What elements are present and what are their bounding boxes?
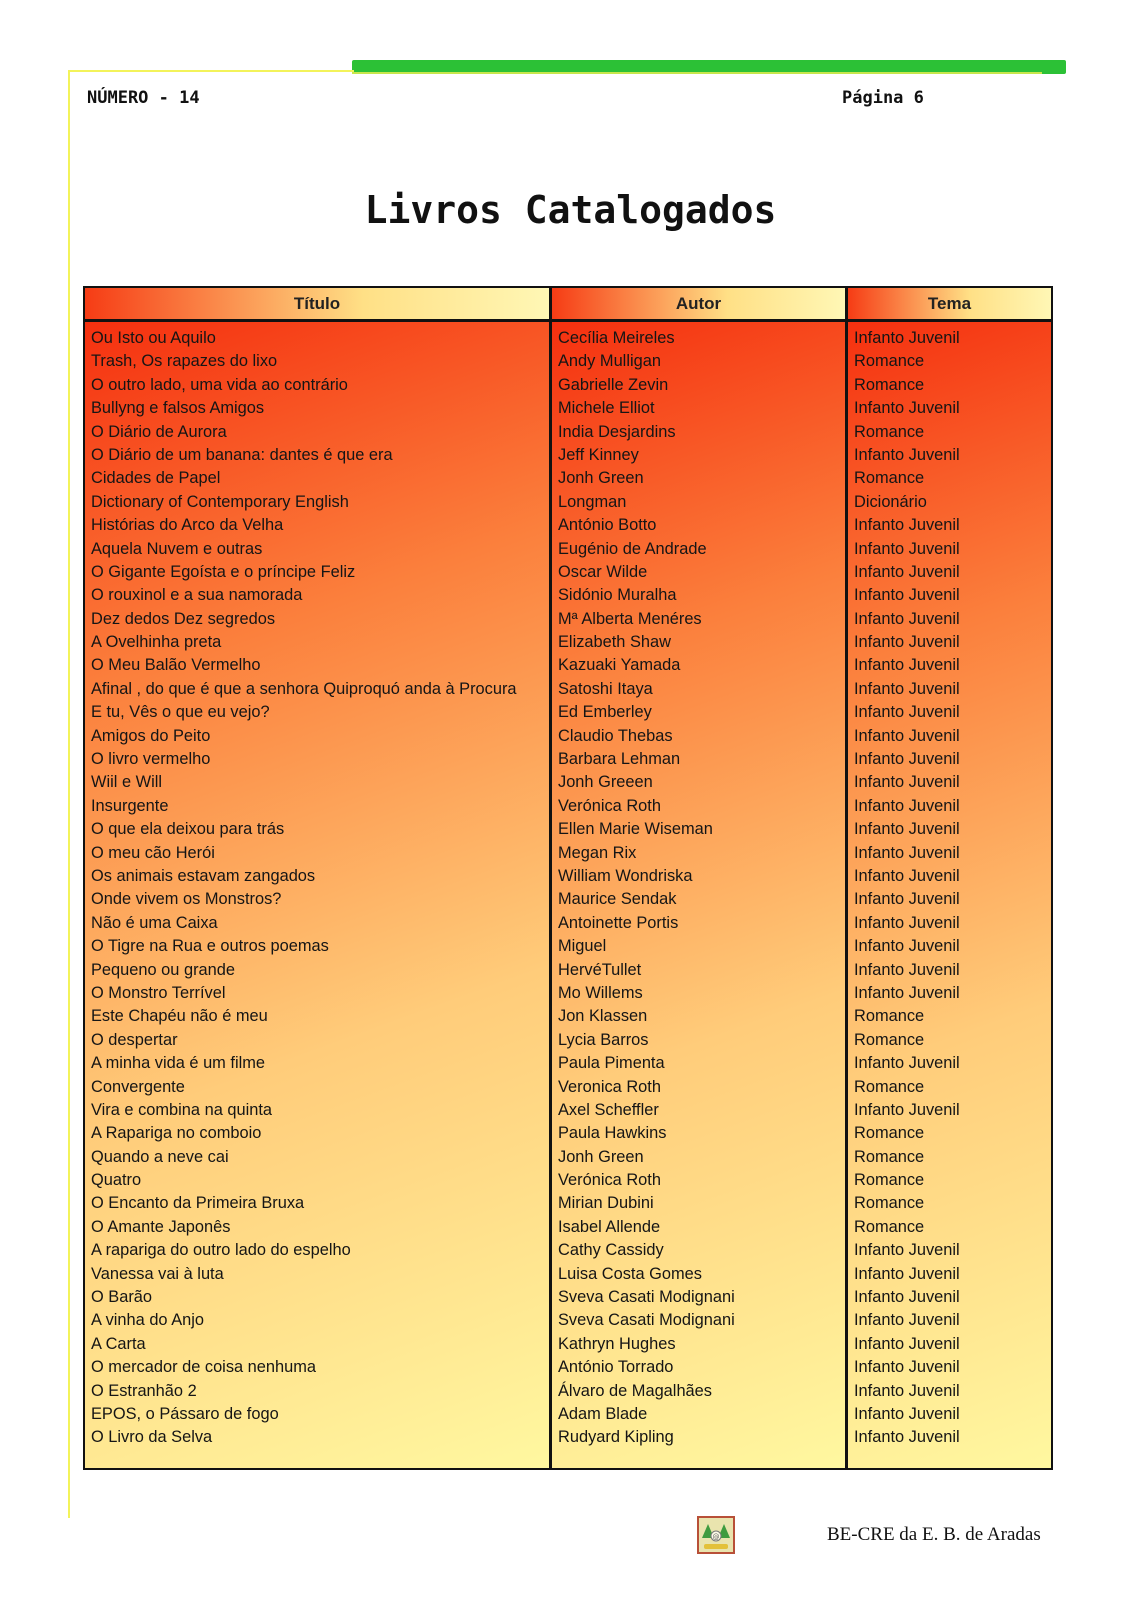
- table-cell-theme: Romance: [854, 1147, 925, 1166]
- table-cell-author: Cecília Meireles: [558, 329, 675, 347]
- table-cell-title: Os animais estavam zangados: [91, 866, 316, 885]
- table-cell-author: Mo Willems: [558, 983, 643, 1002]
- column-header-tema: Tema: [845, 288, 1051, 322]
- table-cell-author: Jonh Green: [558, 469, 644, 488]
- table-cell-title: A minha vida é um filme: [91, 1054, 265, 1073]
- table-cell-theme: Infanto Juvenil: [854, 937, 960, 956]
- table-cell-author: António Botto: [558, 516, 657, 535]
- table-cell-title: Amigos do Peito: [91, 726, 211, 745]
- table-cell-author: Rudyard Kipling: [558, 1428, 674, 1447]
- table-cell-title: Ou Isto ou Aquilo: [91, 329, 216, 347]
- table-cell-title: Quando a neve cai: [91, 1147, 229, 1166]
- table-cell-title: Afinal , do que é que a senhora Quiproquó anda à Procura: [91, 679, 517, 698]
- themes-column: [845, 322, 1051, 1468]
- table-cell-author: Verónica Roth: [558, 1171, 661, 1190]
- table-cell-title: Não é uma Caixa: [91, 913, 218, 932]
- table-cell-author: Paula Pimenta: [558, 1054, 665, 1073]
- table-cell-title: O meu cão Herói: [91, 843, 215, 862]
- table-cell-author: Satoshi Itaya: [558, 679, 653, 698]
- table-cell-theme: Infanto Juvenil: [854, 983, 960, 1002]
- table-cell-author: Axel Scheffler: [558, 1100, 659, 1119]
- table-cell-author: Lycia Barros: [558, 1030, 649, 1049]
- library-logo-icon: [697, 1516, 735, 1554]
- titles-column: [85, 322, 549, 1468]
- table-cell-theme: Infanto Juvenil: [854, 796, 960, 815]
- table-cell-author: Andy Mulligan: [558, 352, 661, 371]
- table-cell-title: A rapariga do outro lado do espelho: [91, 1241, 351, 1260]
- table-cell-author: Michele Elliot: [558, 399, 655, 418]
- table-cell-title: E tu, Vês o que eu vejo?: [91, 703, 270, 722]
- table-cell-author: William Wondriska: [558, 866, 693, 885]
- table-cell-author: Mirian Dubini: [558, 1194, 654, 1213]
- table-cell-author: Claudio Thebas: [558, 726, 673, 745]
- table-cell-theme: Romance: [854, 352, 925, 371]
- table-cell-theme: Infanto Juvenil: [854, 1334, 960, 1353]
- table-cell-title: A Carta: [91, 1334, 146, 1353]
- page-title: Livros Catalogados: [364, 188, 777, 232]
- table-cell-title: Quatro: [91, 1171, 142, 1190]
- table-cell-theme: Romance: [854, 1171, 925, 1190]
- table-cell-theme: Infanto Juvenil: [854, 1288, 960, 1307]
- table-cell-title: O Amante Japonês: [91, 1217, 231, 1236]
- table-cell-author: Megan Rix: [558, 843, 637, 862]
- table-cell-author: Jeff Kinney: [558, 445, 639, 464]
- table-cell-theme: Infanto Juvenil: [854, 329, 960, 347]
- table-cell-theme: Infanto Juvenil: [854, 1428, 960, 1447]
- table-cell-author: Cathy Cassidy: [558, 1241, 664, 1260]
- table-cell-title: Dez dedos Dez segredos: [91, 609, 276, 628]
- table-cell-theme: Infanto Juvenil: [854, 445, 960, 464]
- table-cell-author: HervéTullet: [558, 960, 642, 979]
- table-cell-title: Vanessa vai à luta: [91, 1264, 224, 1283]
- table-cell-theme: Infanto Juvenil: [854, 609, 960, 628]
- table-cell-author: Paula Hawkins: [558, 1124, 667, 1143]
- table-cell-title: Este Chapéu não é meu: [91, 1007, 268, 1026]
- table-cell-title: O Gigante Egoísta e o príncipe Feliz: [91, 562, 356, 581]
- table-cell-author: Luisa Costa Gomes: [558, 1264, 702, 1283]
- table-cell-theme: Infanto Juvenil: [854, 1241, 960, 1260]
- table-cell-title: O Diário de Aurora: [91, 422, 227, 441]
- table-cell-author: Eugénio de Andrade: [558, 539, 707, 558]
- table-cell-theme: Romance: [854, 469, 925, 488]
- table-cell-title: A Rapariga no comboio: [91, 1124, 262, 1143]
- table-cell-title: O Encanto da Primeira Bruxa: [91, 1194, 305, 1213]
- table-cell-theme: Infanto Juvenil: [854, 516, 960, 535]
- table-cell-title: Aquela Nuvem e outras: [91, 539, 263, 558]
- table-cell-theme: Infanto Juvenil: [854, 1358, 960, 1377]
- table-cell-author: Adam Blade: [558, 1404, 648, 1423]
- table-cell-title: O livro vermelho: [91, 750, 211, 769]
- table-cell-title: Bullyng e falsos Amigos: [91, 399, 265, 418]
- table-cell-author: Mª Alberta Menéres: [558, 609, 702, 628]
- table-cell-theme: Infanto Juvenil: [854, 539, 960, 558]
- table-cell-author: India Desjardins: [558, 422, 676, 441]
- table-cell-theme: Infanto Juvenil: [854, 562, 960, 581]
- footer-text: BE-CRE da E. B. de Aradas: [827, 1524, 1041, 1545]
- table-cell-theme: Infanto Juvenil: [854, 726, 960, 745]
- table-cell-author: Kathryn Hughes: [558, 1334, 676, 1353]
- table-cell-theme: Romance: [854, 1007, 925, 1026]
- table-cell-author: Verónica Roth: [558, 796, 661, 815]
- table-cell-theme: Infanto Juvenil: [854, 1311, 960, 1330]
- table-cell-author: Maurice Sendak: [558, 890, 677, 909]
- table-cell-title: A Ovelhinha preta: [91, 633, 222, 652]
- table-cell-author: Elizabeth Shaw: [558, 633, 671, 652]
- table-cell-title: O Diário de um banana: dantes é que era: [91, 445, 393, 464]
- table-cell-theme: Infanto Juvenil: [854, 820, 960, 839]
- table-cell-title: EPOS, o Pássaro de fogo: [91, 1404, 279, 1423]
- table-cell-theme: Romance: [854, 1077, 925, 1096]
- table-cell-title: Dictionary of Contemporary English: [91, 492, 349, 511]
- issue-number: NÚMERO - 14: [87, 88, 200, 108]
- table-cell-author: Oscar Wilde: [558, 562, 648, 581]
- table-cell-title: O despertar: [91, 1030, 178, 1049]
- page-number: Página 6: [842, 88, 924, 108]
- frame-top-line: [70, 70, 354, 72]
- table-cell-theme: Infanto Juvenil: [854, 890, 960, 909]
- table-cell-theme: Infanto Juvenil: [854, 1264, 960, 1283]
- table-cell-author: António Torrado: [558, 1358, 674, 1377]
- table-cell-theme: Romance: [854, 1124, 925, 1143]
- table-cell-theme: Dicionário: [854, 492, 927, 511]
- table-cell-title: Cidades de Papel: [91, 469, 221, 488]
- table-cell-author: Álvaro de Magalhães: [558, 1381, 712, 1400]
- table-cell-theme: Infanto Juvenil: [854, 843, 960, 862]
- table-cell-theme: Infanto Juvenil: [854, 866, 960, 885]
- column-header-titulo: Título: [85, 288, 549, 322]
- table-cell-title: Wiil e Will: [91, 773, 163, 792]
- table-cell-theme: Romance: [854, 1030, 925, 1049]
- table-cell-title: Trash, Os rapazes do lixo: [91, 352, 278, 371]
- table-cell-title: Onde vivem os Monstros?: [91, 890, 282, 909]
- table-cell-author: Barbara Lehman: [558, 750, 681, 769]
- table-cell-theme: Infanto Juvenil: [854, 399, 960, 418]
- table-cell-author: Ed Emberley: [558, 703, 652, 722]
- table-cell-author: Gabrielle Zevin: [558, 375, 669, 394]
- table-cell-author: Miguel: [558, 937, 607, 956]
- table-cell-author: Sidónio Muralha: [558, 586, 677, 605]
- table-cell-theme: Infanto Juvenil: [854, 750, 960, 769]
- table-cell-theme: Infanto Juvenil: [854, 586, 960, 605]
- table-cell-theme: Romance: [854, 1217, 925, 1236]
- table-cell-author: Antoinette Portis: [558, 913, 679, 932]
- table-cell-title: O rouxinol e a sua namorada: [91, 586, 303, 605]
- table-cell-theme: Romance: [854, 375, 925, 394]
- table-cell-theme: Infanto Juvenil: [854, 1381, 960, 1400]
- table-cell-title: O mercador de coisa nenhuma: [91, 1358, 317, 1377]
- table-cell-title: O Meu Balão Vermelho: [91, 656, 261, 675]
- svg-text:@: @: [712, 1533, 720, 1541]
- table-cell-author: Jon Klassen: [558, 1007, 648, 1026]
- table-cell-title: Convergente: [91, 1077, 185, 1096]
- table-cell-author: Veronica Roth: [558, 1077, 661, 1096]
- table-cell-title: O Tigre na Rua e outros poemas: [91, 937, 329, 956]
- table-cell-title: Pequeno ou grande: [91, 960, 236, 979]
- table-cell-title: O Barão: [91, 1288, 153, 1307]
- table-cell-title: O Monstro Terrível: [91, 983, 226, 1002]
- column-header-autor: Autor: [549, 288, 845, 322]
- table-cell-theme: Infanto Juvenil: [854, 679, 960, 698]
- table-cell-theme: Infanto Juvenil: [854, 913, 960, 932]
- table-cell-theme: Infanto Juvenil: [854, 703, 960, 722]
- table-cell-theme: Infanto Juvenil: [854, 1404, 960, 1423]
- table-cell-theme: Infanto Juvenil: [854, 633, 960, 652]
- table-cell-author: Longman: [558, 492, 627, 511]
- table-cell-theme: Romance: [854, 1194, 925, 1213]
- table-cell-title: Insurgente: [91, 796, 169, 815]
- table-cell-theme: Infanto Juvenil: [854, 773, 960, 792]
- table-cell-theme: Infanto Juvenil: [854, 656, 960, 675]
- table-cell-author: Sveva Casati Modignani: [558, 1311, 735, 1330]
- table-cell-author: Kazuaki Yamada: [558, 656, 681, 675]
- table-cell-theme: Romance: [854, 422, 925, 441]
- table-cell-title: O que ela deixou para trás: [91, 820, 285, 839]
- table-cell-title: A vinha do Anjo: [91, 1311, 205, 1330]
- table-cell-title: O outro lado, uma vida ao contrário: [91, 375, 348, 394]
- table-cell-theme: Infanto Juvenil: [854, 1054, 960, 1073]
- table-cell-author: Sveva Casati Modignani: [558, 1288, 735, 1307]
- table-cell-title: O Estranhão 2: [91, 1381, 197, 1400]
- authors-column: [549, 322, 845, 1468]
- table-cell-author: Isabel Allende: [558, 1217, 661, 1236]
- table-cell-theme: Infanto Juvenil: [854, 960, 960, 979]
- table-cell-author: Jonh Greeen: [558, 773, 653, 792]
- table-cell-author: Jonh Green: [558, 1147, 644, 1166]
- catalog-table: [83, 286, 1053, 1470]
- table-cell-author: Ellen Marie Wiseman: [558, 820, 713, 839]
- top-accent-line: [352, 72, 1042, 74]
- table-cell-title: Histórias do Arco da Velha: [91, 516, 284, 535]
- table-cell-title: Vira e combina na quinta: [91, 1100, 273, 1119]
- table-cell-title: O Livro da Selva: [91, 1428, 213, 1447]
- table-cell-theme: Infanto Juvenil: [854, 1100, 960, 1119]
- frame-left-line: [68, 70, 70, 1518]
